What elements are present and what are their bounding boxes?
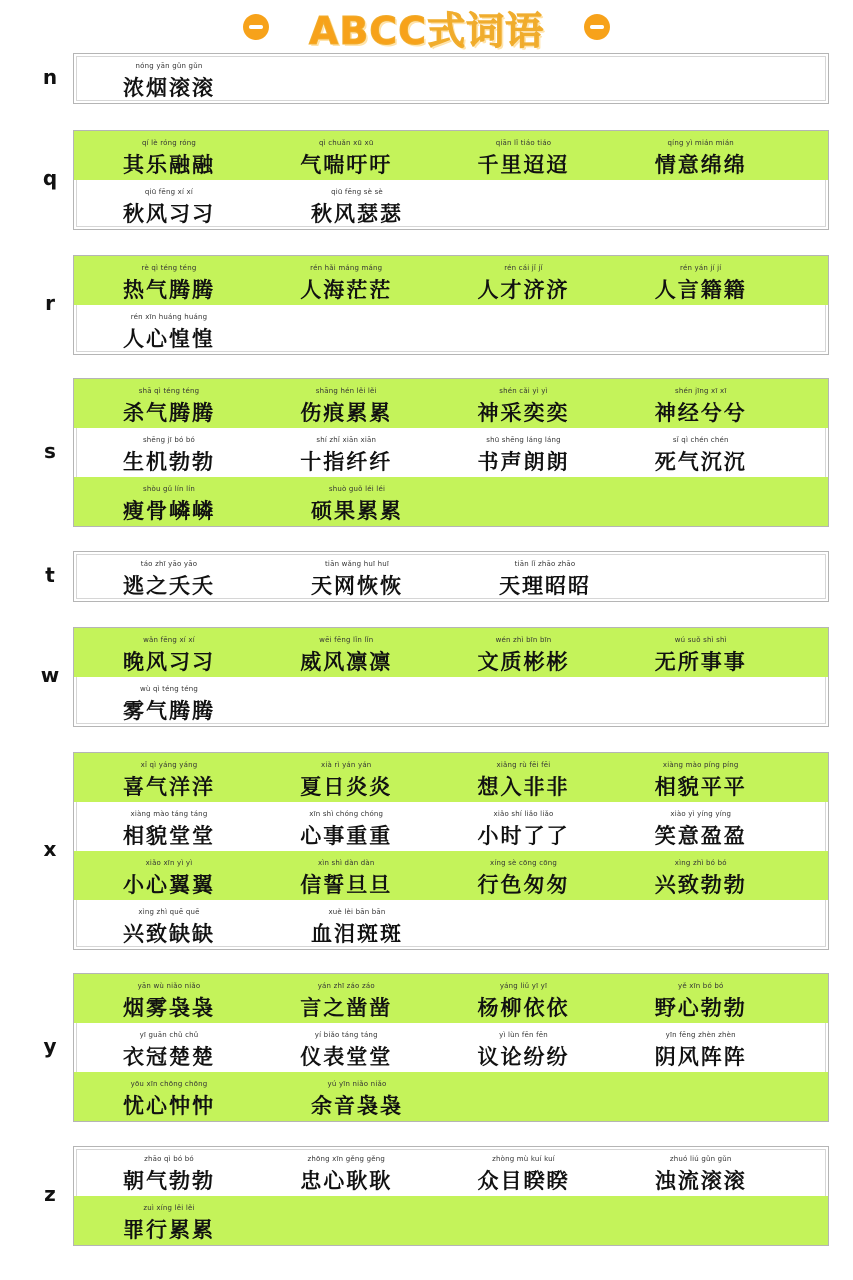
word-entry	[119, 1196, 307, 1245]
chinese-word: 忧心忡忡	[123, 1094, 215, 1118]
word-entry	[474, 753, 651, 802]
word-entry	[119, 802, 296, 851]
page-header	[0, 4, 853, 53]
pinyin-label: xìng zhì bó bó	[674, 859, 727, 867]
chinese-word: 神经兮兮	[654, 401, 747, 425]
chinese-word: 行色匆匆	[477, 873, 570, 897]
chinese-word: 兴致缺缺	[123, 922, 215, 946]
chinese-word: 秋风习习	[123, 202, 215, 226]
word-entry	[296, 802, 473, 851]
pinyin-label: shēng jī bó bó	[142, 436, 196, 444]
pinyin-label: zuì xíng lěi lěi	[143, 1204, 195, 1212]
pinyin-label: zhòng mù kuí kuí	[492, 1155, 555, 1163]
chinese-word: 千里迢迢	[477, 153, 570, 177]
section-letter: z	[44, 1182, 56, 1206]
pinyin-label: xiàng mào táng táng	[130, 810, 208, 818]
section-letter: r	[45, 291, 55, 315]
word-entry	[296, 131, 473, 180]
pinyin-label: shén jīng xī xī	[675, 387, 727, 395]
chinese-word: 衣冠楚楚	[123, 1045, 215, 1069]
pinyin-label: xiǎng rù fēi fēi	[496, 761, 551, 769]
chinese-word: 硕果累累	[311, 499, 403, 523]
pinyin-label: shí zhǐ xiān xiān	[316, 436, 377, 444]
word-entry	[296, 256, 473, 305]
pinyin-label: qí lè róng róng	[141, 139, 197, 147]
pinyin-label: shòu gǔ lín lín	[142, 485, 195, 493]
pinyin-label: shāng hén lěi lěi	[315, 387, 377, 395]
chinese-word: 野心勃勃	[654, 996, 747, 1020]
word-entry	[651, 802, 828, 851]
word-entry	[307, 900, 495, 949]
word-entry	[119, 628, 296, 677]
chinese-word: 雾气腾腾	[123, 699, 215, 723]
chinese-word: 气喘吁吁	[300, 153, 393, 177]
word-entry	[474, 1147, 651, 1196]
word-row	[74, 256, 828, 305]
chinese-word: 小心翼翼	[123, 873, 215, 897]
pinyin-label: qiū fēng sè sè	[331, 188, 383, 196]
pinyin-label: yōu xīn chōng chōng	[130, 1080, 208, 1088]
pinyin-label: yān wù niǎo niǎo	[137, 982, 201, 990]
section-letter: s	[44, 438, 56, 463]
word-entry	[119, 256, 296, 305]
chinese-word: 情意绵绵	[654, 153, 747, 177]
pinyin-label: shuò guǒ léi léi	[328, 485, 386, 493]
word-entry	[651, 1023, 828, 1072]
pinyin-label: yě xīn bó bó	[677, 982, 724, 990]
chinese-word: 兴致勃勃	[654, 873, 747, 897]
word-entry	[119, 1023, 296, 1072]
pinyin-label: yán zhī záo záo	[317, 982, 375, 990]
pinyin-label: xíng sè cōng cōng	[489, 859, 558, 867]
word-entry	[474, 802, 651, 851]
word-entry	[651, 851, 828, 900]
chinese-word: 夏日炎炎	[300, 775, 393, 799]
pinyin-label: shū shēng láng láng	[486, 436, 561, 444]
word-entry	[119, 305, 307, 354]
pinyin-label: táo zhī yāo yāo	[140, 560, 198, 568]
pinyin-label: wù qì téng téng	[139, 685, 199, 693]
pinyin-label: tiān lǐ zhāo zhāo	[514, 560, 576, 568]
pinyin-label: xiǎo xīn yì yì	[145, 859, 193, 867]
pinyin-label: zhāo qì bó bó	[144, 1155, 194, 1163]
word-entry	[119, 180, 307, 229]
chinese-word: 血泪斑斑	[311, 922, 403, 946]
section-letter: y	[43, 1033, 57, 1058]
chinese-word: 众目睽睽	[477, 1169, 570, 1193]
word-row	[74, 1147, 828, 1196]
pinyin-label: rén hǎi máng máng	[310, 264, 383, 272]
chinese-word: 人海茫茫	[300, 278, 393, 302]
pinyin-label: rén xīn huáng huáng	[130, 313, 208, 321]
word-row	[74, 753, 828, 802]
pinyin-label: rén cái jǐ jǐ	[504, 264, 543, 272]
word-entry	[474, 851, 651, 900]
pinyin-label: qiān lǐ tiáo tiáo	[495, 139, 552, 147]
chinese-word: 人心惶惶	[123, 327, 215, 351]
chinese-word: 忠心耿耿	[300, 1169, 393, 1193]
word-entry	[119, 428, 296, 477]
word-entry	[119, 379, 296, 428]
pinyin-label: shā qì téng téng	[138, 387, 200, 395]
chinese-word: 生机勃勃	[123, 450, 215, 474]
chinese-word: 杀气腾腾	[123, 401, 215, 425]
pinyin-label: wú suǒ shì shì	[674, 636, 727, 644]
word-entry	[474, 131, 651, 180]
pinyin-label: yú yīn niǎo niǎo	[327, 1080, 387, 1088]
pinyin-label: xiào yì yíng yíng	[670, 810, 732, 818]
word-entry	[307, 552, 495, 601]
word-entry	[307, 1072, 495, 1121]
word-entry	[119, 131, 296, 180]
section-letter: w	[40, 663, 60, 687]
section-letter: n	[42, 64, 58, 89]
word-entry	[119, 1147, 296, 1196]
section-box	[73, 551, 829, 602]
word-entry	[119, 753, 296, 802]
word-row	[74, 552, 828, 601]
word-entry	[307, 180, 495, 229]
word-entry	[474, 974, 651, 1023]
pinyin-label: wēi fēng lǐn lǐn	[319, 636, 374, 644]
word-row	[74, 974, 828, 1023]
chinese-word: 人言籍籍	[654, 278, 747, 302]
word-entry	[119, 851, 296, 900]
chinese-word: 十指纤纤	[300, 450, 393, 474]
chinese-word: 心事重重	[300, 824, 393, 848]
section-letter: x	[43, 837, 57, 861]
pinyin-label: rén yán jí jí	[680, 264, 722, 272]
page-title: ABCC式词语	[308, 8, 545, 53]
chinese-word: 威风凛凛	[300, 650, 393, 674]
chinese-word: 晚风习习	[123, 650, 215, 674]
chinese-word: 想入非非	[477, 775, 570, 799]
section-box	[73, 752, 829, 950]
word-entry	[474, 379, 651, 428]
chinese-word: 其乐融融	[123, 153, 215, 177]
word-entry	[474, 1023, 651, 1072]
chinese-word: 浓烟滚滚	[123, 76, 215, 100]
word-entry	[474, 628, 651, 677]
pinyin-label: xià rì yán yán	[321, 761, 372, 769]
chinese-word: 浊流滚滚	[654, 1169, 747, 1193]
word-entry	[119, 900, 307, 949]
chinese-word: 罪行累累	[123, 1218, 215, 1242]
section-box	[73, 378, 829, 527]
word-entry	[651, 753, 828, 802]
word-row	[74, 802, 828, 851]
pinyin-label: wén zhì bīn bīn	[495, 636, 552, 644]
word-row	[74, 851, 828, 900]
pinyin-label: xìng zhì quē quē	[138, 908, 200, 916]
word-row	[74, 428, 828, 477]
word-entry	[296, 379, 473, 428]
chinese-word: 逃之夭夭	[123, 574, 215, 598]
chinese-word: 书声朗朗	[477, 450, 570, 474]
chinese-word: 天理昭昭	[499, 574, 591, 598]
word-entry	[474, 428, 651, 477]
chinese-word: 议论纷纷	[477, 1045, 570, 1069]
word-row	[74, 628, 828, 677]
chinese-word: 文质彬彬	[477, 650, 570, 674]
chinese-word: 信誓旦旦	[300, 873, 393, 897]
section-box	[73, 53, 829, 104]
chinese-word: 笑意盈盈	[654, 824, 747, 848]
pinyin-label: xìn shì dàn dàn	[317, 859, 375, 867]
pinyin-label: qì chuǎn xū xū	[319, 139, 374, 147]
section-box	[73, 130, 829, 230]
section-letter: q	[42, 166, 58, 190]
chinese-word: 仪表堂堂	[300, 1045, 393, 1069]
word-row	[74, 1196, 828, 1245]
pinyin-label: xuè lèi bān bān	[328, 908, 386, 916]
word-entry	[296, 428, 473, 477]
pinyin-label: yì lùn fēn fēn	[499, 1031, 548, 1039]
word-row	[74, 379, 828, 428]
word-entry	[119, 974, 296, 1023]
word-row	[74, 477, 828, 526]
chinese-word: 死气沉沉	[654, 450, 747, 474]
word-entry	[651, 379, 828, 428]
word-entry	[651, 1147, 828, 1196]
chinese-word: 秋风瑟瑟	[311, 202, 403, 226]
word-row	[74, 900, 828, 949]
pinyin-label: xīn shì chóng chóng	[309, 810, 384, 818]
word-entry	[119, 1072, 307, 1121]
chinese-word: 阴风阵阵	[654, 1045, 747, 1069]
word-entry	[296, 851, 473, 900]
section-box	[73, 627, 829, 727]
word-entry	[651, 131, 828, 180]
chinese-word: 神采奕奕	[477, 401, 570, 425]
word-row	[74, 677, 828, 726]
chinese-word: 相貌堂堂	[123, 824, 215, 848]
pinyin-label: nóng yān gǔn gǔn	[135, 62, 203, 70]
word-entry	[296, 1147, 473, 1196]
pinyin-label: tiān wǎng huī huī	[324, 560, 390, 568]
pinyin-label: xǐ qì yáng yáng	[140, 761, 198, 769]
pinyin-label: yí biǎo táng táng	[314, 1031, 378, 1039]
pinyin-label: zhuó liú gǔn gǔn	[669, 1155, 732, 1163]
chinese-word: 朝气勃勃	[123, 1169, 215, 1193]
section-box	[73, 1146, 829, 1246]
pinyin-label: rè qì téng téng	[141, 264, 197, 272]
pinyin-label: xiǎo shí liǎo liǎo	[493, 810, 554, 818]
word-row	[74, 1023, 828, 1072]
pinyin-label: zhōng xīn gěng gěng	[307, 1155, 386, 1163]
chinese-word: 瘦骨嶙嶙	[123, 499, 215, 523]
word-row	[74, 1072, 828, 1121]
section-letter: t	[45, 562, 55, 587]
chinese-word: 无所事事	[654, 650, 747, 674]
chinese-word: 天网恢恢	[311, 574, 403, 598]
pinyin-label: xiàng mào píng píng	[662, 761, 739, 769]
word-entry	[119, 477, 307, 526]
section-box	[73, 255, 829, 355]
pinyin-label: yīn fēng zhèn zhèn	[665, 1031, 736, 1039]
word-row	[74, 131, 828, 180]
word-row	[74, 54, 828, 103]
chinese-word: 喜气洋洋	[123, 775, 215, 799]
chinese-word: 相貌平平	[654, 775, 747, 799]
word-entry	[307, 477, 495, 526]
word-entry	[119, 552, 307, 601]
word-entry	[651, 974, 828, 1023]
word-row	[74, 180, 828, 229]
word-row	[74, 305, 828, 354]
pinyin-label: qiū fēng xí xí	[144, 188, 194, 196]
chinese-word: 杨柳依依	[477, 996, 570, 1020]
section-box	[73, 973, 829, 1122]
circle-minus-icon	[584, 14, 610, 40]
chinese-word: 言之凿凿	[300, 996, 393, 1020]
pinyin-label: shén cǎi yì yì	[499, 387, 548, 395]
pinyin-label: yáng liǔ yī yī	[499, 982, 548, 990]
chinese-word: 余音袅袅	[311, 1094, 403, 1118]
pinyin-label: sǐ qì chén chén	[672, 436, 729, 444]
pinyin-label: wǎn fēng xí xí	[143, 636, 195, 644]
pinyin-label: yī guān chǔ chǔ	[139, 1031, 199, 1039]
chinese-word: 小时了了	[477, 824, 570, 848]
word-entry	[495, 552, 683, 601]
word-entry	[651, 428, 828, 477]
word-entry	[119, 54, 307, 103]
word-entry	[296, 628, 473, 677]
word-entry	[296, 753, 473, 802]
word-entry	[296, 1023, 473, 1072]
chinese-word: 烟雾袅袅	[123, 996, 215, 1020]
word-entry	[651, 256, 828, 305]
word-entry	[119, 677, 307, 726]
word-entry	[296, 974, 473, 1023]
word-entry	[651, 628, 828, 677]
pinyin-label: qíng yì mián mián	[667, 139, 734, 147]
word-entry	[474, 256, 651, 305]
chinese-word: 伤痕累累	[300, 401, 393, 425]
chinese-word: 热气腾腾	[123, 278, 215, 302]
circle-minus-icon	[243, 14, 269, 40]
chinese-word: 人才济济	[477, 278, 570, 302]
